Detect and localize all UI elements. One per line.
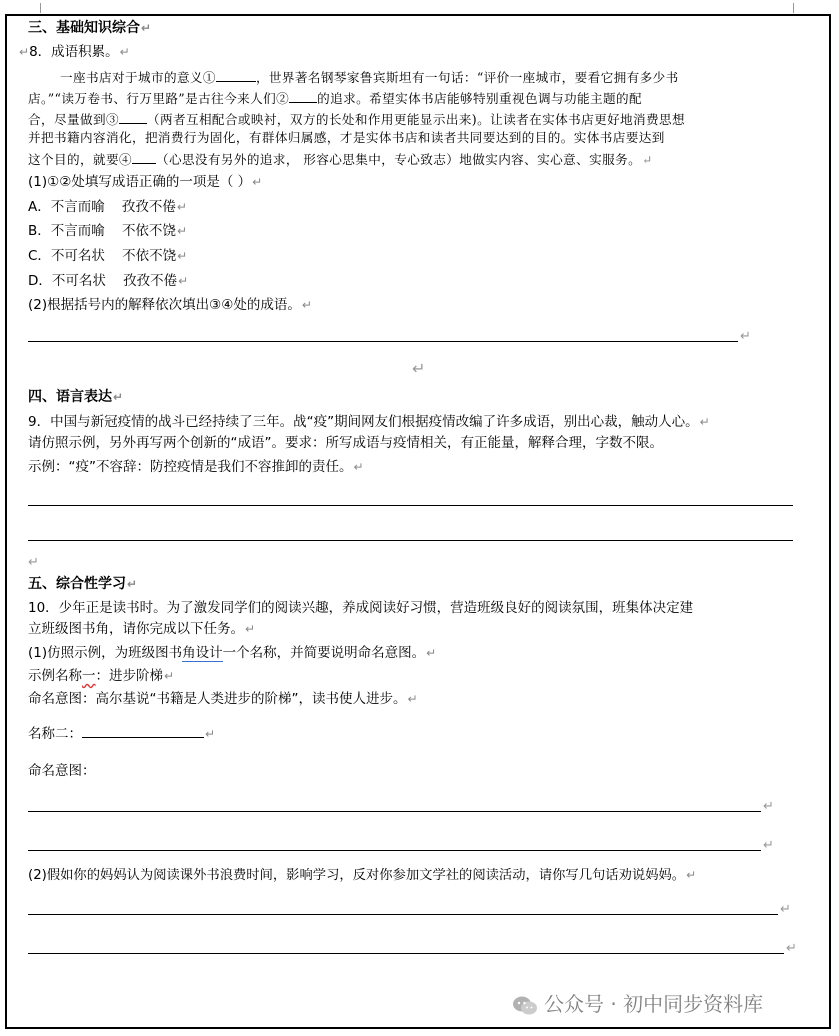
answer-line-q8[interactable]	[28, 341, 738, 342]
q10-line-1: 10．少年正是读书时。为了激发同学们的阅读兴趣，养成阅读好习惯，营造班级良好的阅读氛围，班集体决定建	[28, 600, 694, 616]
wechat-icon	[512, 995, 538, 1017]
q9-line-2: 请仿照示例，另外再写两个创新的“成语”。要求：所写成语与疫情相关，有正能量，解释合理，字数不限。	[28, 435, 663, 451]
q10-sub2: (2)假如你的妈妈认为阅读课外书浪费时间，影响学习，反对你参加文学社的阅读活动，请你写几句话劝说妈妈。↵	[28, 868, 697, 883]
blank-2[interactable]	[289, 88, 317, 103]
passage-line-4: 并把书籍内容消化，把消费行为固化，有群体归属感，才是实体书店和读者共同要达到的目的。实体书店要达到	[28, 130, 665, 145]
section-4-heading: 四、语言表达↵	[28, 389, 124, 405]
passage-line-2: 店。”“读万卷书、行万里路”是古往今来人们② 的追求。希望实体书店能够特别重视色调与功能主题的配	[28, 88, 642, 108]
name-two-blank[interactable]	[82, 723, 204, 738]
paragraph-mark: ↵	[780, 902, 791, 917]
blank-3[interactable]	[119, 109, 147, 124]
section-3-heading: 三、基础知识综合↵	[28, 20, 152, 36]
crop-mark-left	[40, 3, 41, 13]
q10-sub1: (1)仿照示例，为班级图书角设计一个名称，并简要说明命名意图。↵	[28, 645, 437, 661]
option-b[interactable]: B．不言而喻 不依不饶↵	[28, 223, 187, 239]
paragraph-mark: ↵	[740, 329, 751, 344]
answer-line-q9-1[interactable]	[28, 505, 793, 506]
option-c[interactable]: C．不可名状 不依不饶↵	[28, 248, 188, 264]
wechat-watermark: 公众号 · 初中同步资料库	[512, 988, 763, 1017]
answer-line-q10-1[interactable]	[28, 811, 761, 812]
q8-title: ↵8．成语积累。↵	[19, 44, 130, 60]
paragraph-mark: ↵	[763, 838, 774, 853]
section-5-heading: 五、综合性学习↵	[28, 576, 138, 592]
intent-two-label: 命名意图：	[28, 763, 96, 779]
paragraph-mark: ↵	[28, 555, 39, 570]
answer-line-q10-3[interactable]	[28, 914, 778, 915]
passage-line-5: 这个目的，就要④ （心思没有另外的追求， 形容心思集中，专心致志）地做实内容、实心意、实服务。↵	[28, 149, 653, 169]
answer-line-q10-4[interactable]	[28, 953, 784, 954]
example-intent: 命名意图：高尔基说“书籍是人类进步的阶梯”，读书使人进步。↵	[28, 691, 418, 707]
passage-line-3: 合，尽量做到③ （两者互相配合或映衬，双方的长处和作用更能显示出来)。让读者在实体书店更好地消费思想	[28, 109, 685, 129]
example-name: 示例名称一：进步阶梯↵	[28, 668, 175, 684]
option-d[interactable]: D．不可名状 孜孜不倦↵	[28, 273, 189, 289]
paragraph-mark: ↵	[763, 799, 774, 814]
name-two-label: 名称二： ↵	[28, 723, 215, 743]
q9-example: 示例：“疫”不容辞：防控疫情是我们不容推卸的责任。↵	[28, 459, 364, 475]
answer-line-q9-2[interactable]	[28, 540, 793, 541]
q8-sub2: (2)根据括号内的解释依次填出③④处的成语。↵	[28, 297, 312, 313]
q8-sub1: (1)①②处填写成语正确的一项是（ ）↵	[28, 174, 263, 190]
blank-4[interactable]	[132, 149, 156, 164]
option-a[interactable]: A．不言而喻 孜孜不倦↵	[28, 199, 187, 215]
paragraph-mark: ↵	[412, 359, 426, 378]
paragraph-mark: ↵	[786, 941, 797, 956]
crop-mark-right	[793, 3, 794, 13]
q9-line-1: 9．中国与新冠疫情的战斗已经持续了三年。战“疫”期间网友们根据疫情改编了许多成语，别出心裁，触动人心。↵	[28, 414, 710, 430]
blank-1[interactable]	[216, 67, 256, 82]
answer-line-q10-2[interactable]	[28, 850, 761, 851]
q10-line-2: 立班级图书角，请你完成以下任务。↵	[28, 621, 256, 637]
passage-line-1: 一座书店对于城市的意义① ，世界著名钢琴家鲁宾斯坦有一句话：“评价一座城市，要看它拥有多少书	[60, 67, 679, 87]
